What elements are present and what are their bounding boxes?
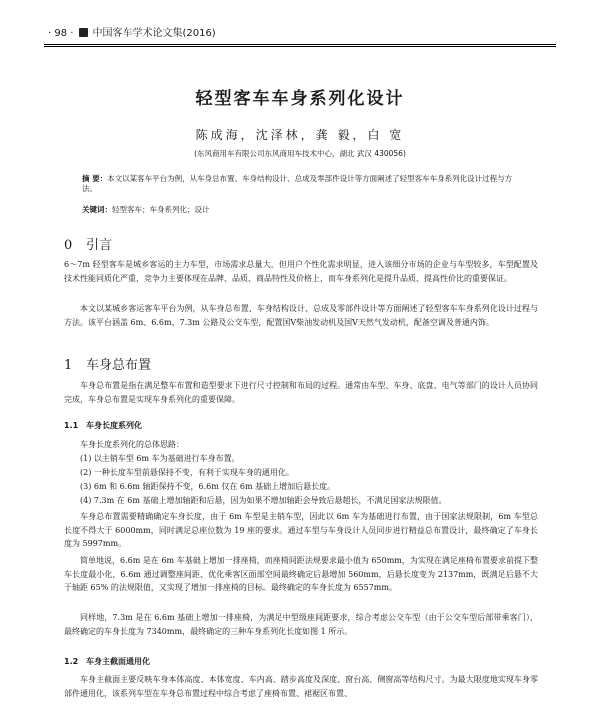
section-title: 车身总布置 bbox=[86, 358, 152, 373]
subsection-title: 车身长度系列化 bbox=[86, 421, 142, 430]
section-heading-0 bbox=[64, 234, 112, 253]
subsection-number: 1.1 bbox=[64, 421, 79, 430]
list-item: (3) 6m 和 6.6m 轴距保持不变，6.6m 仅在 6m 基础上增加后悬长度。 bbox=[80, 482, 336, 491]
running-header bbox=[48, 24, 216, 39]
journal-logo-icon bbox=[79, 28, 88, 37]
abstract bbox=[82, 174, 522, 194]
subsection-title: 车身主截面通用化 bbox=[86, 657, 150, 666]
article-title: 轻型客车车身系列化设计 bbox=[195, 89, 405, 109]
section-number: 0 bbox=[64, 238, 73, 253]
subsection-heading-1-1 bbox=[64, 420, 142, 431]
keywords bbox=[82, 204, 210, 215]
paragraph: 6～7m 轻型客车是城乡客运的主力车型，市场需求总量大，但用户个性化需求明显，进入该细分市场的企业与车型较多，车型配置及技术性能同质化严重，竞争力主要体现在品牌、品质、商品特性及价格上，而车身系列化是提升品质、提高性价比的重要保证。 bbox=[64, 260, 538, 283]
header-rule bbox=[44, 44, 556, 45]
section-title: 引言 bbox=[86, 238, 113, 253]
section-number: 1 bbox=[64, 358, 73, 373]
list-item: (1) 以主销车型 6m 车为基础进行车身布置。 bbox=[80, 454, 240, 463]
article-affiliation: (东风商用车有限公司东风商用车技术中心，湖北 武汉 430056) bbox=[194, 149, 406, 158]
subsection-heading-1-2 bbox=[64, 656, 150, 667]
journal-name: 中国客车学术论文集(2016) bbox=[92, 28, 216, 39]
paragraph: 本文以某城乡客运客车平台为例，从车身总布置、车身结构设计、总成及零部件设计等方面阐述了轻型客车车身系列化设计过程与方法。该平台涵盖 6m、6.6m、7.3m 公路及公交车型，配置国Ⅴ柴油发动机及国Ⅴ天然气发动机，配备空调及普通内饰。 bbox=[64, 304, 538, 327]
subsection-number: 1.2 bbox=[64, 657, 79, 666]
keywords-text: 轻型客车；车身系列化；设计 bbox=[112, 205, 210, 214]
list-item: (2) 一种长度车型前悬保持不变，有利于实现车身的通用化。 bbox=[80, 468, 294, 477]
abstract-text: 本文以某客车平台为例，从车身总布置、车身结构设计、总成及零部件设计等方面阐述了轻型客车车身系列化设计过程与方法。 bbox=[82, 174, 513, 193]
paragraph: 简单地说，6.6m 是在 6m 车基础上增加一排座椅，而座椅间距法规要求最小值为 650mm，为实现在满足座椅布置要求前提下整车长度最小化，6.6m 通过调整座间距、优化乘客区面部空间最终确定后悬增加 560mm，后悬长度变为 2137mm，既满足后悬不大于轴距 65% 的法规限值，又实现了增加一排座椅的目标。最终确定的车身长度为 6557mm。 bbox=[64, 556, 538, 592]
paragraph: 车身总布置是指在满足整车布置和造型要求下进行尺寸控制和布局的过程。通常由车型、车身、底盘、电气等部门的设计人员协同完成，车身总布置是实现车身系列化的重要保障。 bbox=[64, 381, 538, 404]
keywords-label: 关键词： bbox=[82, 205, 112, 214]
paragraph: 车身长度系列化的总体思路： bbox=[80, 440, 184, 449]
paragraph: 车身主截面主要反映车身本体高度、本体宽度、车内高、踏步高度及深度、窗台高、侧窗高等结构尺寸。为最大限度地实现车身零部件通用化，该系列车型在车身总布置过程中综合考虑了座椅布置、裙裾区布置、 bbox=[64, 675, 538, 698]
page-number: · 98 · bbox=[48, 28, 74, 39]
section-heading-1 bbox=[64, 354, 151, 373]
header-rule-double bbox=[44, 46, 556, 47]
paragraph: 车身总布置需要精确确定车身长度，由于 6m 车型是主销车型，因此以 6m 车为基础进行布置，由于国家法规限制，6m 车型总长度不得大于 6000mm，同时满足总座位数为 19 座的要求。通过车型与车身设计人员同步进行精益总布置设计，最终确定了车身长度为 5997mm。 bbox=[64, 512, 538, 548]
list-item: (4) 7.3m 在 6m 基础上增加轴距和后悬，因为如果不增加轴距会导致后悬超长，不满足国家法规限值。 bbox=[80, 496, 447, 505]
paragraph: 同样地，7.3m 是在 6.6m 基础上增加一排座椅，为满足中型级座间距要求，综合考虑公交车型（由于公交车型后部带乘客门），最终确定的车身长度为 7340mm，最终确定的三种车身系列化长度如图 1 所示。 bbox=[64, 613, 538, 636]
article-authors: 陈成海，沈泽林，龚 毅，白 宽 bbox=[195, 128, 405, 142]
abstract-label: 摘 要： bbox=[82, 174, 108, 183]
